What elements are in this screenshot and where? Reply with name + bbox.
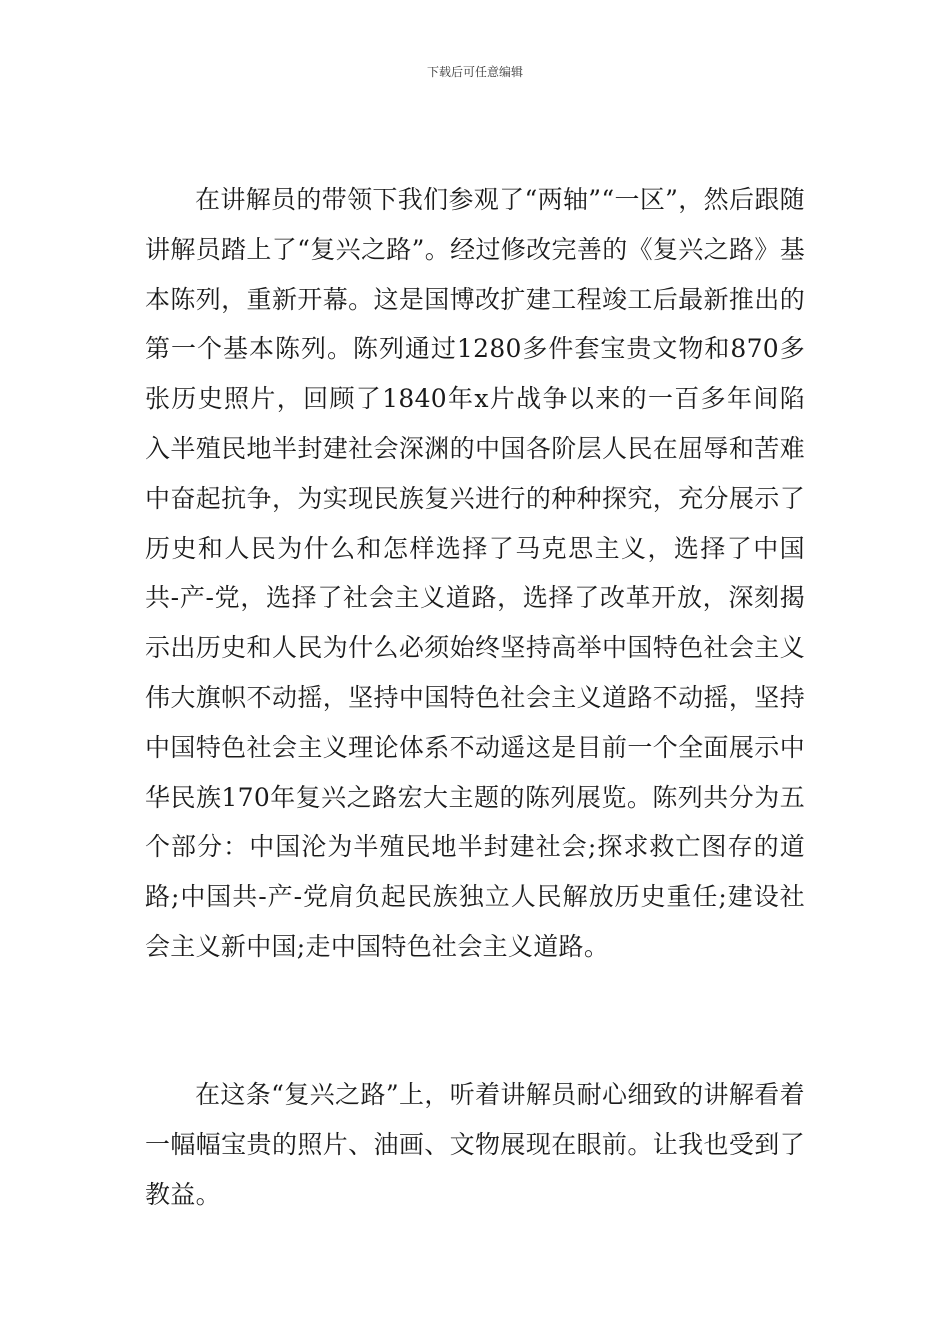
header-note: 下载后可任意编辑 — [426, 65, 523, 79]
body-paragraph-2: 在这条“复兴之路”上，听着讲解员耐心细致的讲解看着一幅幅宝贵的照片、油画、文物展现在眼前。让我也受到了教益。 — [145, 1080, 805, 1209]
body-paragraph-1: 在讲解员的带领下我们参观了“两轴”“一区”，然后跟随讲解员踏上了“复兴之路”。经过修改完善的《复兴之路》基本陈列，重新开幕。这是国博改扩建工程竣工后最新推出的第一个基本陈列。陈列通过1280多件套宝贵文物和870多张历史照片，回顾了1840年x片战争以来的一百多年间陷入半殖民地半封建社会深渊的中国各阶层人民在屈辱和苦难中奋起抗争，为实现民族复兴进行的种种探究，充分展示了历史和人民为什么和怎样选择了马克思主义，选择了中国共-产-党，选择了社会主义道路，选择了改革开放，深刻揭示出历史和人民为什么必须始终坚持高举中国特色社会主义伟大旗帜不动摇，坚持中国特色社会主义道路不动摇，坚持中国特色社会主义理论体系不动遥这是目前一个全面展示中华民族170年复兴之路宏大主题的陈列展览。陈列共分为五个部分：中国沦为半殖民地半封建社会;探求救亡图存的道路;中国共-产-党肩负起民族独立人民解放历史重任;建设社会主义新中国;走中国特色社会主义道路。 — [145, 185, 805, 961]
